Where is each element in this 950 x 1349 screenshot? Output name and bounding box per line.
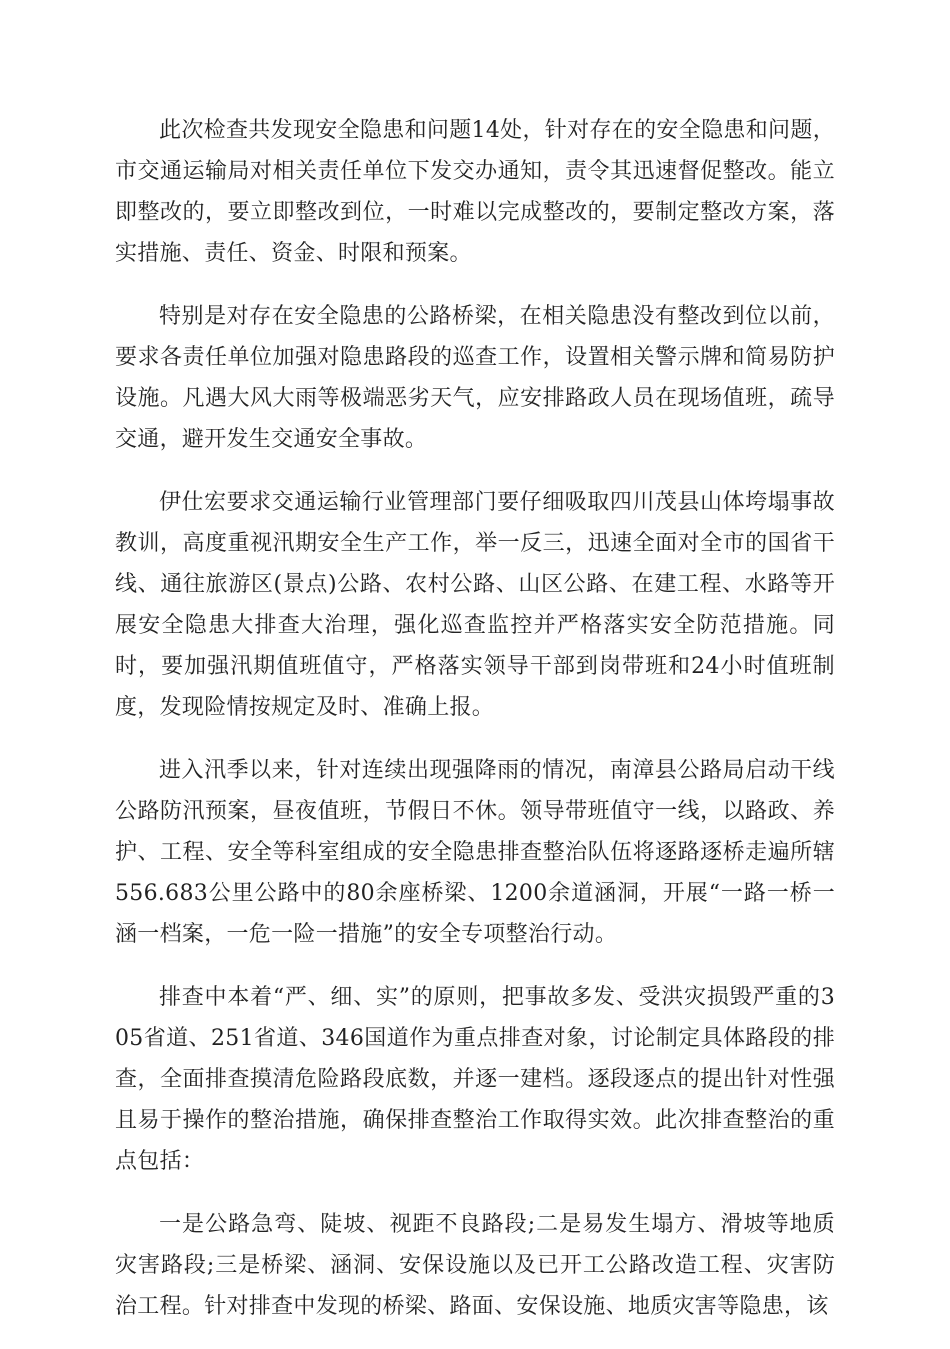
paragraph-3: 伊仕宏要求交通运输行业管理部门要仔细吸取四川茂县山体垮塌事故教训，高度重视汛期安全生产工作，举一反三，迅速全面对全市的国省干线、通往旅游区(景点)公路、农村公路、山区公路、在建工程、水路等开展安全隐患大排查大治理，强化巡查监控并严格落实安全防范措施。同时，要加强汛期值班值守，严格落实领导干部到岗带班和24小时值班制度，发现险情按规定及时、准确上报。 — [115, 490, 835, 720]
paragraph-5: 排查中本着“严、细、实”的原则，把事故多发、受洪灾损毁严重的305省道、251省道、346国道作为重点排查对象，讨论制定具体路段的排查，全面排查摸清危险路段底数，并逐一建档。逐段逐点的提出针对性强且易于操作的整治措施，确保排查整治工作取得实效。此次排查整治的重点包括： — [115, 985, 835, 1174]
paragraph-4: 进入汛季以来，针对连续出现强降雨的情况，南漳县公路局启动干线公路防汛预案，昼夜值班，节假日不休。领导带班值守一线，以路政、养护、工程、安全等科室组成的安全隐患排查整治队伍将逐路逐桥走遍所辖556.683公里公路中的80余座桥梁、1200余道涵洞，开展“一路一桥一涵一档案，一危一险一措施”的安全专项整治行动。 — [115, 758, 835, 947]
paragraph-1: 此次检查共发现安全隐患和问题14处，针对存在的安全隐患和问题，市交通运输局对相关责任单位下发交办通知，责令其迅速督促整改。能立即整改的，要立即整改到位，一时难以完成整改的，要制定整改方案，落实措施、责任、资金、时限和预案。 — [115, 118, 835, 266]
paragraph-2: 特别是对存在安全隐患的公路桥梁，在相关隐患没有整改到位以前，要求各责任单位加强对隐患路段的巡查工作，设置相关警示牌和简易防护设施。凡遇大风大雨等极端恶劣天气，应安排路政人员在现场值班，疏导交通，避开发生交通安全事故。 — [115, 304, 835, 452]
paragraph-6: 一是公路急弯、陡坡、视距不良路段;二是易发生塌方、滑坡等地质灾害路段;三是桥梁、涵洞、安保设施以及已开工公路改造工程、灾害防治工程。针对排查中发现的桥梁、路面、安保设施、地质灾害等隐患，该 — [115, 1212, 835, 1319]
document-body — [115, 110, 835, 1349]
